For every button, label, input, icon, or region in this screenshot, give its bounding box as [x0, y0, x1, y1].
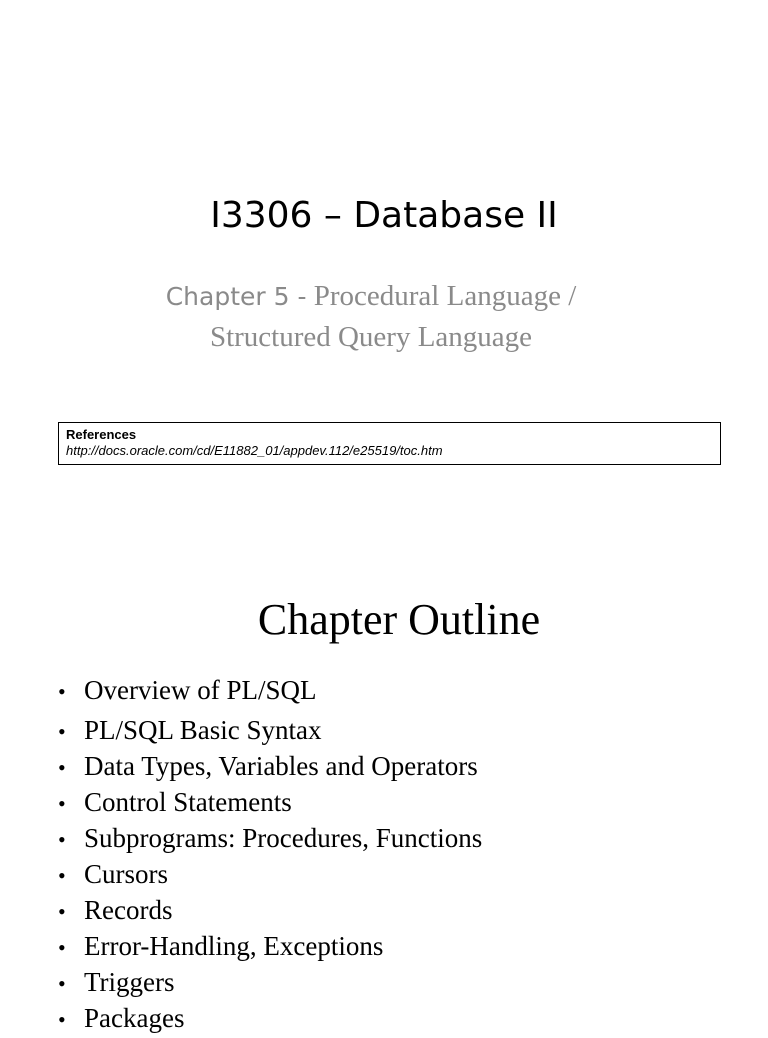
- list-item-label: Triggers: [84, 967, 175, 997]
- list-item-label: Data Types, Variables and Operators: [84, 751, 478, 781]
- outline-title: Chapter Outline: [257, 595, 541, 644]
- outline-slide: [0, 520, 768, 1033]
- bullet-icon: •: [58, 863, 66, 888]
- subtitle-chapter-number: Chapter 5 -: [165, 282, 307, 311]
- bullet-icon: •: [58, 679, 66, 704]
- references-heading: References: [66, 427, 137, 442]
- list-item-label: Records: [84, 895, 173, 925]
- course-title: I3306 – Database II: [210, 195, 558, 236]
- list-item: [58, 856, 482, 892]
- references-link[interactable]: http://docs.oracle.com/cd/E11882_01/appdev.112/e25519/toc.htm: [66, 443, 443, 458]
- subtitle-line-1: Procedural Language /: [306, 280, 577, 312]
- bullet-icon: •: [58, 719, 66, 744]
- bullet-icon: •: [58, 971, 66, 996]
- list-item: [58, 712, 482, 748]
- subtitle-line-2: Structured Query Language: [209, 321, 533, 353]
- list-item-label: Overview of PL/SQL: [84, 675, 317, 705]
- bullet-icon: •: [58, 1007, 66, 1032]
- bullet-icon: •: [58, 755, 66, 780]
- chapter-subtitle: [0, 276, 742, 357]
- references-box: [58, 422, 721, 465]
- list-item: [58, 748, 482, 784]
- list-item: [58, 672, 482, 712]
- list-item: [58, 1000, 482, 1036]
- list-item-label: Packages: [84, 1003, 185, 1033]
- list-item-label: Subprograms: Procedures, Functions: [84, 823, 483, 853]
- list-item: [58, 820, 482, 856]
- list-item-label: PL/SQL Basic Syntax: [84, 715, 322, 745]
- bullet-icon: •: [58, 899, 66, 924]
- list-item: [58, 784, 482, 820]
- list-item-label: Control Statements: [84, 787, 292, 817]
- outline-list: [58, 672, 482, 1036]
- bullet-icon: •: [58, 827, 66, 852]
- list-item-label: Cursors: [84, 859, 169, 889]
- list-item: [58, 892, 482, 928]
- list-item: [58, 928, 482, 964]
- bullet-icon: •: [58, 791, 66, 816]
- bullet-icon: •: [58, 935, 66, 960]
- list-item: [58, 964, 482, 1000]
- list-item-label: Error-Handling, Exceptions: [84, 931, 384, 961]
